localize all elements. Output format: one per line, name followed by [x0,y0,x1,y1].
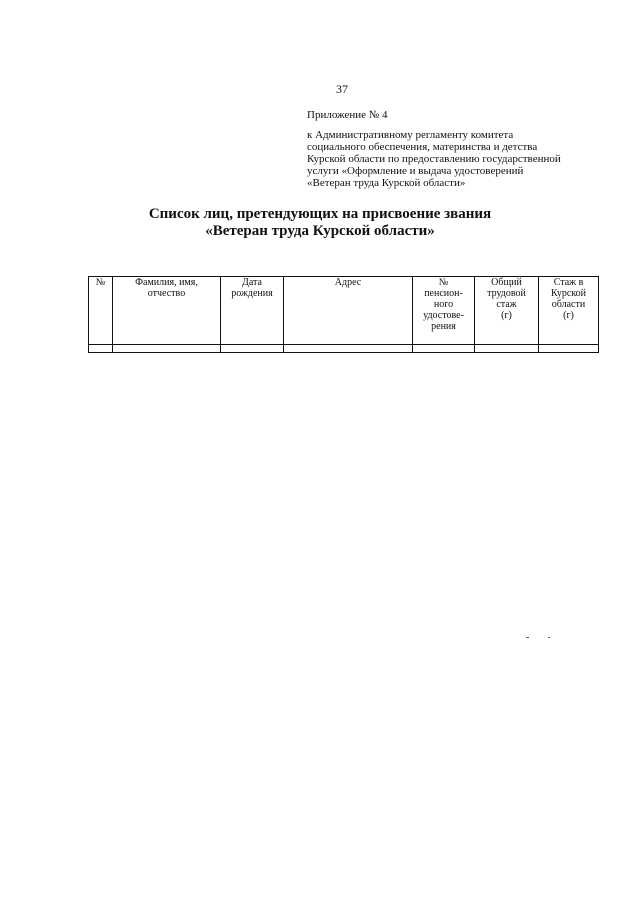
regulation-reference [307,129,607,189]
column-header-line: № [95,277,106,288]
column-header-number [89,277,113,345]
column-header-line: удостове- [423,310,464,321]
appendix-label: Приложение № 4 [307,109,388,121]
column-header-line: пенсион- [424,288,463,299]
document-title-line: «Ветеран труда Курской области» [205,223,435,239]
regulation-reference-line: «Ветеран труда Курской области» [307,177,466,189]
regulation-reference-line: социального обеспечения, материнства и детства [307,141,538,153]
column-header-line: № [438,277,449,288]
column-header-line: Дата [242,277,262,288]
column-header-pension-certificate [413,277,475,345]
column-header-line: Курской [550,288,587,299]
page-number: 37 [336,82,348,96]
table-cell [113,345,221,353]
column-header-line: (г) [563,310,574,321]
column-header-line: Адрес [334,277,362,288]
table-cell [413,345,475,353]
table-body [89,345,599,353]
document-title-line: Список лиц, претендующих на присвоение звания [148,206,492,222]
table-cell [284,345,413,353]
table-cell [89,345,113,353]
table-row [89,345,599,353]
column-header-line: области [551,299,586,310]
column-header-kursk-region-experience [539,277,599,345]
regulation-reference-line: Курской области по предоставлению государственной [307,153,561,165]
scan-mark [526,637,529,638]
column-header-total-work-experience [475,277,539,345]
regulation-reference-line: к Административному регламенту комитета [307,129,514,141]
candidates-table [88,276,599,353]
column-header-line: ного [433,299,454,310]
table-cell [539,345,599,353]
column-header-line: рождения [231,288,273,299]
column-header-full-name [113,277,221,345]
column-header-line: трудовой [487,288,526,299]
table-header-row [89,277,599,345]
column-header-line: отчество [147,288,186,299]
column-header-line: Общий [491,277,522,288]
column-header-line: Фамилия, имя, [135,277,198,288]
column-header-line: рения [431,321,456,332]
table-cell [475,345,539,353]
column-header-line: (г) [501,310,512,321]
column-header-line: стаж [496,299,517,310]
document-title [140,206,500,240]
table-cell [221,345,284,353]
regulation-reference-line: услуги «Оформление и выдача удостоверений [307,165,524,177]
column-header-line: Стаж в [553,277,584,288]
scan-mark [548,637,550,638]
column-header-address [284,277,413,345]
column-header-birth-date [221,277,284,345]
